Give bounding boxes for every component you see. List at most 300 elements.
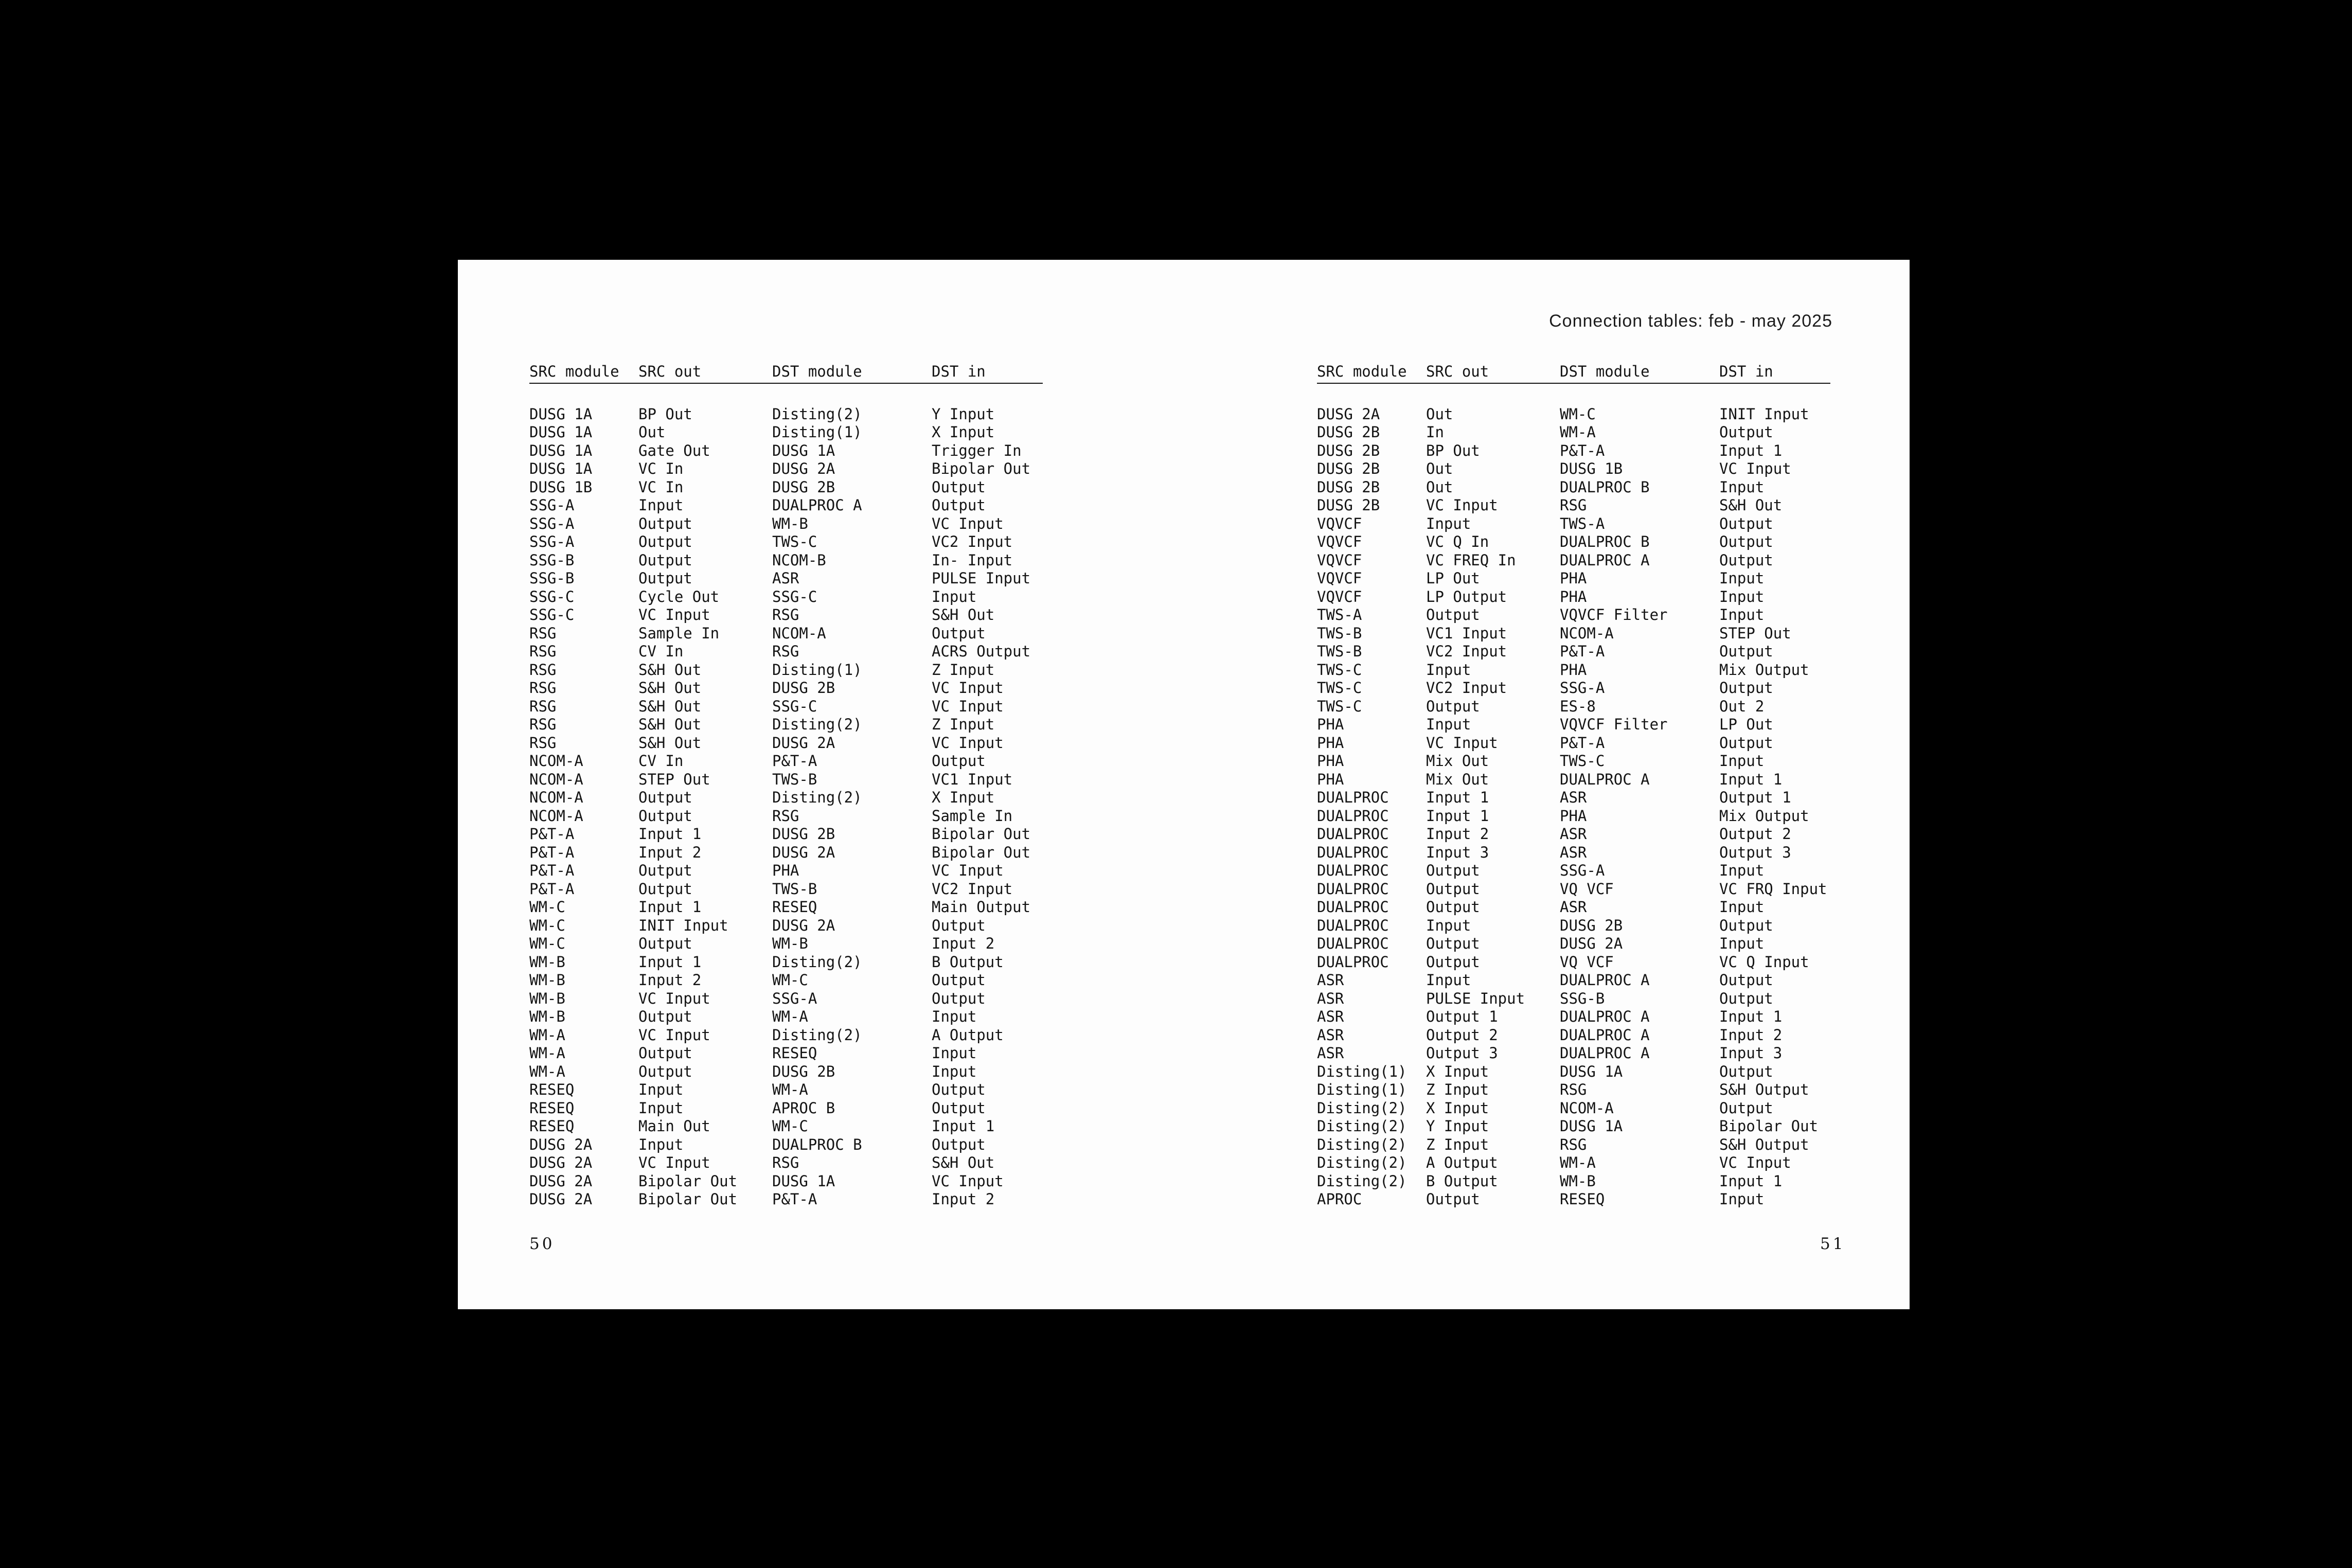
table-cell: Output <box>1719 1062 1773 1080</box>
table-cell: DUSG 2A <box>529 1154 593 1171</box>
table-cell: PHA <box>1560 569 1587 587</box>
table-cell: DUALPROC B <box>772 1135 862 1153</box>
table-cell: Input 1 <box>1719 1172 1783 1190</box>
table-cell: DUALPROC <box>1317 843 1389 861</box>
table-header-row <box>1317 363 1830 384</box>
table-row <box>529 716 1043 734</box>
table-cell: DUALPROC A <box>1560 551 1650 569</box>
table-cell: Sample In <box>932 807 1013 825</box>
table-cell: WM-C <box>529 898 565 916</box>
table-cell: Output <box>1426 880 1480 898</box>
table-cell: Bipolar Out <box>932 460 1031 477</box>
table-cell: DUALPROC A <box>1560 971 1650 989</box>
table-cell: NCOM-A <box>529 770 583 788</box>
table-cell: WM-C <box>772 971 808 989</box>
column-header: DST in <box>1719 363 1773 380</box>
table-cell: DUSG 1A <box>529 423 593 441</box>
table-cell: CV In <box>638 643 684 660</box>
table-cell: DUALPROC A <box>772 496 862 514</box>
table-cell: Bipolar Out <box>638 1172 738 1190</box>
table-cell: VC Input <box>638 1026 710 1044</box>
table-cell: DUSG 1A <box>772 1172 835 1190</box>
table-cell: VC In <box>638 460 684 477</box>
column-header: SRC module <box>1317 363 1407 380</box>
table-cell: S&H Out <box>932 606 995 623</box>
table-row <box>529 569 1043 588</box>
document-title: Connection tables: feb - may 2025 <box>1549 311 1832 331</box>
table-row <box>1317 990 1830 1008</box>
table-row <box>1317 971 1830 990</box>
table-cell: S&H Output <box>1719 1081 1809 1098</box>
table-cell: WM-C <box>529 935 565 952</box>
table-cell: Out <box>638 423 666 441</box>
table-cell: TWS-B <box>772 880 817 898</box>
table-cell: Input 1 <box>1426 807 1489 825</box>
table-cell: WM-A <box>772 1008 808 1025</box>
table-cell: Output <box>1719 734 1773 752</box>
table-cell: Input <box>1719 862 1765 879</box>
table-row <box>529 1026 1043 1045</box>
table-cell: Input 2 <box>638 843 702 861</box>
table-cell: SSG-C <box>772 587 817 605</box>
table-cell: Main Out <box>638 1117 710 1135</box>
table-row <box>1317 442 1830 460</box>
table-cell: VC Input <box>932 862 1004 879</box>
table-cell: VC Input <box>638 1154 710 1171</box>
table-body <box>1317 405 1830 1209</box>
table-cell: Output <box>932 624 986 642</box>
table-cell: Out <box>1426 405 1453 423</box>
table-cell: Input 2 <box>1426 825 1489 843</box>
table-cell: S&H Out <box>638 734 702 752</box>
table-cell: Output <box>638 807 692 825</box>
table-cell: DUSG 2B <box>1317 460 1380 477</box>
table-cell: ASR <box>1560 843 1587 861</box>
table-cell: ASR <box>1317 971 1344 989</box>
table-cell: DUSG 2B <box>772 679 835 697</box>
table-cell: Disting(2) <box>1317 1172 1407 1190</box>
table-cell: ASR <box>1317 1044 1344 1062</box>
table-row <box>1317 807 1830 826</box>
column-header: SRC out <box>1426 363 1489 380</box>
table-cell: Output 2 <box>1719 825 1791 843</box>
table-cell: VC FRQ Input <box>1719 880 1827 898</box>
table-row <box>529 442 1043 460</box>
table-row <box>529 698 1043 716</box>
table-cell: DUSG 2A <box>529 1135 593 1153</box>
table-cell: ASR <box>1560 825 1587 843</box>
table-row <box>1317 752 1830 771</box>
table-cell: PHA <box>1317 716 1344 733</box>
table-cell: Output <box>932 916 986 934</box>
table-cell: RSG <box>1560 496 1587 514</box>
table-cell: Output <box>1426 697 1480 715</box>
table-cell: Z Input <box>932 716 995 733</box>
table-cell: Disting(2) <box>1317 1117 1407 1135</box>
table-cell: WM-B <box>529 989 565 1007</box>
table-cell: Disting(2) <box>1317 1135 1407 1153</box>
table-cell: Disting(2) <box>772 789 862 806</box>
table-cell: ACRS Output <box>932 643 1031 660</box>
table-cell: DUALPROC <box>1317 953 1389 971</box>
table-cell: X Input <box>932 789 995 806</box>
table-cell: RESEQ <box>772 898 817 916</box>
table-cell: Input <box>638 496 684 514</box>
table-cell: ASR <box>772 569 799 587</box>
table-cell: VC2 Input <box>1426 679 1507 697</box>
table-cell: Input <box>1426 661 1471 679</box>
table-cell: Disting(1) <box>772 423 862 441</box>
table-cell: RESEQ <box>529 1117 575 1135</box>
table-row <box>529 496 1043 515</box>
table-cell: DUSG 1A <box>529 441 593 459</box>
table-row <box>1317 789 1830 807</box>
table-cell: P&T-A <box>529 862 575 879</box>
table-cell: VC Input <box>932 734 1004 752</box>
table-cell: Output <box>638 880 692 898</box>
table-cell: Mix Output <box>1719 661 1809 679</box>
table-row <box>529 807 1043 826</box>
table-cell: WM-A <box>529 1044 565 1062</box>
table-cell: Input <box>1426 514 1471 532</box>
table-cell: VC Input <box>1426 496 1498 514</box>
table-cell: VC2 Input <box>932 880 1013 898</box>
column-header: SRC module <box>529 363 619 380</box>
table-cell: Cycle Out <box>638 587 720 605</box>
table-cell: Output <box>1719 643 1773 660</box>
table-cell: APROC B <box>772 1099 835 1117</box>
table-cell: Trigger In <box>932 441 1022 459</box>
table-row <box>1317 679 1830 698</box>
table-cell: BP Out <box>638 405 692 423</box>
table-cell: TWS-C <box>772 533 817 550</box>
table-cell: VC Input <box>932 1172 1004 1190</box>
table-cell: Input 1 <box>638 825 702 843</box>
table-cell: RSG <box>529 734 557 752</box>
table-row <box>529 1063 1043 1081</box>
table-cell: Input <box>1719 606 1765 623</box>
table-row <box>1317 917 1830 935</box>
page-number-left: 50 <box>529 1235 555 1253</box>
table-cell: VC Input <box>638 606 710 623</box>
table-cell: RESEQ <box>529 1099 575 1117</box>
table-cell: Disting(1) <box>1317 1062 1407 1080</box>
table-cell: Input 2 <box>638 971 702 989</box>
table-cell: Mix Output <box>1719 807 1809 825</box>
table-cell: Output <box>932 1099 986 1117</box>
table-cell: Mix Out <box>1426 770 1489 788</box>
table-cell: DUALPROC A <box>1560 1026 1650 1044</box>
table-cell: VC Input <box>932 679 1004 697</box>
table-cell: TWS-A <box>1560 514 1605 532</box>
table-cell: DUSG 1A <box>772 441 835 459</box>
table-cell: DUSG 2B <box>1317 423 1380 441</box>
table-cell: Disting(2) <box>772 405 862 423</box>
table-cell: Sample In <box>638 624 720 642</box>
table-cell: VC Input <box>638 989 710 1007</box>
table-cell: DUALPROC <box>1317 880 1389 898</box>
table-cell: LP Output <box>1426 587 1507 605</box>
table-row <box>1317 661 1830 680</box>
table-cell: DUALPROC A <box>1560 770 1650 788</box>
table-cell: VQVCF Filter <box>1560 716 1668 733</box>
table-cell: SSG-C <box>772 697 817 715</box>
table-cell: Input <box>1719 898 1765 916</box>
table-row <box>529 789 1043 807</box>
table-cell: Output <box>932 1081 986 1098</box>
table-cell: DUSG 2B <box>772 825 835 843</box>
table-cell: ASR <box>1560 898 1587 916</box>
table-row <box>1317 734 1830 753</box>
table-cell: Output <box>638 514 692 532</box>
table-cell: DUSG 2B <box>772 1062 835 1080</box>
table-cell: SSG-A <box>529 514 575 532</box>
table-row <box>529 917 1043 935</box>
table-cell: NCOM-A <box>529 789 583 806</box>
table-cell: Input <box>638 1081 684 1098</box>
table-cell: VC Input <box>1719 1154 1791 1171</box>
table-cell: S&H Out <box>638 716 702 733</box>
table-row <box>1317 405 1830 424</box>
table-cell: X Input <box>932 423 995 441</box>
table-cell: In <box>1426 423 1444 441</box>
table-cell: Output <box>1719 989 1773 1007</box>
table-cell: VC Input <box>1719 460 1791 477</box>
table-row <box>529 844 1043 862</box>
table-cell: DUSG 2A <box>529 1172 593 1190</box>
table-cell: In- Input <box>932 551 1013 569</box>
table-cell: DUSG 2A <box>772 460 835 477</box>
table-cell: Input <box>638 1135 684 1153</box>
table-cell: SSG-C <box>529 587 575 605</box>
table-cell: Output 1 <box>1426 1008 1498 1025</box>
table-cell: DUALPROC <box>1317 825 1389 843</box>
table-body <box>529 405 1043 1209</box>
table-cell: Input <box>1426 971 1471 989</box>
table-cell: PHA <box>1560 661 1587 679</box>
table-cell: Input 2 <box>932 935 995 952</box>
table-cell: STEP Out <box>1719 624 1791 642</box>
table-cell: Input <box>932 1062 977 1080</box>
table-cell: Input <box>932 1008 977 1025</box>
table-cell: VC1 Input <box>1426 624 1507 642</box>
table-cell: P&T-A <box>1560 441 1605 459</box>
table-cell: Output <box>638 1008 692 1025</box>
table-cell: NCOM-A <box>1560 624 1614 642</box>
table-cell: Output 2 <box>1426 1026 1498 1044</box>
table-row <box>529 898 1043 917</box>
table-cell: Output <box>638 1044 692 1062</box>
table-cell: WM-B <box>772 935 808 952</box>
table-cell: Input <box>1426 716 1471 733</box>
table-cell: Input <box>932 587 977 605</box>
table-cell: DUSG 2A <box>772 734 835 752</box>
table-cell: WM-C <box>529 916 565 934</box>
table-cell: Output <box>1426 606 1480 623</box>
table-cell: DUALPROC <box>1317 862 1389 879</box>
table-cell: WM-A <box>529 1062 565 1080</box>
table-cell: Output <box>1426 935 1480 952</box>
table-row <box>529 1008 1043 1026</box>
table-cell: TWS-B <box>1317 624 1362 642</box>
table-row <box>529 771 1043 789</box>
table-row <box>529 679 1043 698</box>
table-row <box>1317 1154 1830 1172</box>
table-row <box>529 423 1043 442</box>
table-cell: WM-A <box>529 1026 565 1044</box>
table-cell: Z Input <box>1426 1135 1489 1153</box>
table-row <box>1317 771 1830 789</box>
table-row <box>529 971 1043 990</box>
table-cell: Output <box>1719 551 1773 569</box>
table-cell: Disting(2) <box>772 953 862 971</box>
table-cell: WM-C <box>1560 405 1596 423</box>
table-cell: Bipolar Out <box>1719 1117 1819 1135</box>
table-row <box>529 752 1043 771</box>
table-cell: Bipolar Out <box>932 843 1031 861</box>
table-row <box>529 1117 1043 1136</box>
table-cell: INIT Input <box>638 916 728 934</box>
table-row <box>1317 460 1830 478</box>
table-cell: WM-B <box>529 953 565 971</box>
table-cell: Disting(2) <box>772 716 862 733</box>
table-cell: Input <box>1426 916 1471 934</box>
table-row <box>1317 533 1830 551</box>
table-row <box>1317 1099 1830 1118</box>
table-row <box>529 990 1043 1008</box>
table-cell: VC2 Input <box>932 533 1013 550</box>
table-cell: VC2 Input <box>1426 643 1507 660</box>
table-cell: DUSG 1A <box>1560 1117 1623 1135</box>
table-row <box>1317 551 1830 570</box>
table-cell: Y Input <box>932 405 995 423</box>
connection-table-left <box>529 363 1043 1209</box>
table-cell: Input 3 <box>1719 1044 1783 1062</box>
table-cell: DUSG 2B <box>1317 441 1380 459</box>
table-row <box>529 734 1043 753</box>
table-cell: Z Input <box>1426 1081 1489 1098</box>
table-cell: VQ VCF <box>1560 953 1614 971</box>
table-cell: Input 1 <box>638 898 702 916</box>
table-cell: P&T-A <box>1560 643 1605 660</box>
table-cell: DUSG 2B <box>772 478 835 496</box>
table-cell: VQVCF <box>1317 533 1362 550</box>
table-cell: Output <box>638 935 692 952</box>
table-cell: Output 3 <box>1719 843 1791 861</box>
table-cell: Out <box>1426 478 1453 496</box>
table-row <box>529 460 1043 478</box>
table-row <box>529 533 1043 551</box>
table-row <box>529 935 1043 953</box>
table-cell: Output <box>638 551 692 569</box>
table-row <box>529 953 1043 972</box>
table-cell: WM-A <box>1560 1154 1596 1171</box>
table-row <box>1317 825 1830 844</box>
table-cell: P&T-A <box>772 752 817 770</box>
table-cell: Input <box>1719 1190 1765 1208</box>
table-row <box>529 405 1043 424</box>
table-cell: DUSG 2B <box>1560 916 1623 934</box>
table-cell: RSG <box>772 643 799 660</box>
table-cell: PHA <box>1560 807 1587 825</box>
table-cell: PHA <box>1317 770 1344 788</box>
table-cell: Output <box>1426 862 1480 879</box>
table-cell: Output <box>1719 679 1773 697</box>
table-cell: TWS-C <box>1560 752 1605 770</box>
table-cell: VQVCF <box>1317 569 1362 587</box>
table-cell: TWS-C <box>1317 697 1362 715</box>
table-cell: RSG <box>772 606 799 623</box>
table-cell: DUSG 2A <box>1317 405 1380 423</box>
table-cell: S&H Out <box>638 679 702 697</box>
table-row <box>529 862 1043 880</box>
table-cell: NCOM-A <box>529 807 583 825</box>
table-cell: Output <box>638 569 692 587</box>
table-cell: RSG <box>529 643 557 660</box>
table-cell: WM-A <box>772 1081 808 1098</box>
table-cell: Output <box>932 971 986 989</box>
table-cell: APROC <box>1317 1190 1362 1208</box>
table-cell: P&T-A <box>1560 734 1605 752</box>
table-cell: Disting(1) <box>1317 1081 1407 1098</box>
table-cell: Input 1 <box>1426 789 1489 806</box>
page-spread <box>458 260 1910 1309</box>
table-cell: Input 3 <box>1426 843 1489 861</box>
table-cell: Output <box>1426 953 1480 971</box>
table-row <box>529 1190 1043 1209</box>
table-cell: P&T-A <box>529 843 575 861</box>
table-cell: VQVCF Filter <box>1560 606 1668 623</box>
table-row <box>1317 423 1830 442</box>
table-cell: VC Q Input <box>1719 953 1809 971</box>
table-row <box>1317 496 1830 515</box>
table-cell: Output <box>1719 514 1773 532</box>
table-cell: X Input <box>1426 1099 1489 1117</box>
table-row <box>529 551 1043 570</box>
table-cell: RSG <box>529 661 557 679</box>
table-cell: DUSG 1B <box>1560 460 1623 477</box>
table-cell: Output <box>1426 898 1480 916</box>
table-cell: Input <box>1719 752 1765 770</box>
table-cell: DUSG 1B <box>529 478 593 496</box>
table-cell: DUALPROC <box>1317 898 1389 916</box>
table-cell: S&H Out <box>638 697 702 715</box>
table-row <box>1317 1081 1830 1099</box>
table-cell: PULSE Input <box>1426 989 1525 1007</box>
table-cell: TWS-C <box>1317 661 1362 679</box>
table-cell: B Output <box>932 953 1004 971</box>
table-cell: A Output <box>1426 1154 1498 1171</box>
column-header: DST module <box>772 363 862 380</box>
table-cell: Input 1 <box>1719 1008 1783 1025</box>
table-cell: VC Input <box>1426 734 1498 752</box>
table-cell: RSG <box>772 807 799 825</box>
table-cell: Bipolar Out <box>638 1190 738 1208</box>
table-cell: Input 1 <box>638 953 702 971</box>
table-cell: DUSG 2B <box>1317 478 1380 496</box>
table-row <box>529 1099 1043 1118</box>
table-cell: SSG-A <box>772 989 817 1007</box>
table-cell: Out <box>1426 460 1453 477</box>
table-cell: Input <box>1719 478 1765 496</box>
table-cell: S&H Out <box>1719 496 1783 514</box>
table-cell: Output <box>638 533 692 550</box>
table-cell: RSG <box>529 697 557 715</box>
table-cell: Output <box>638 1062 692 1080</box>
table-row <box>529 588 1043 607</box>
table-row <box>529 1081 1043 1099</box>
table-cell: DUALPROC A <box>1560 1008 1650 1025</box>
